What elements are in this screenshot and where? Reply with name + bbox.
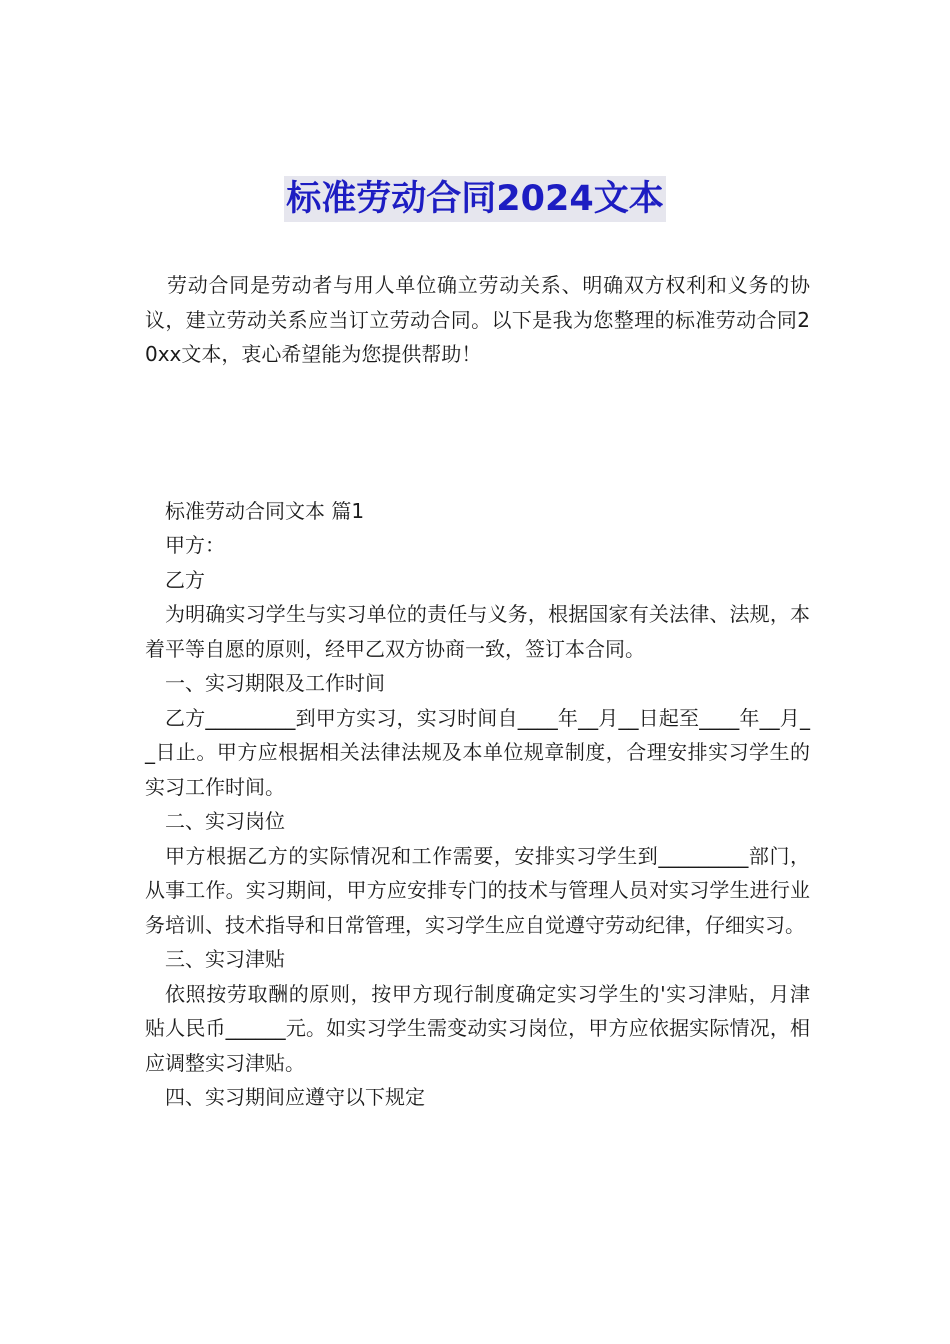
intro-paragraph: 劳动合同是劳动者与用人单位确立劳动关系、明确双方权利和义务的协议，建立劳动关系应当订立劳动合同。以下是我为您整理的标准劳动合同20xx文本，衷心希望能为您提供帮助！ [145, 273, 810, 366]
document-body [145, 268, 810, 1115]
clause-3-body: 依照按劳取酬的原则，按甲方现行制度确定实习学生的'实习津贴，月津贴人民币______元。如实习学生需变动实习岗位，甲方应依据实际情况，相应调整实习津贴。 [145, 981, 810, 1075]
clause-2-body: 甲方根据乙方的实际情况和工作需要，安排实习学生到_________部门，从事工作。实习期间，甲方应安排专门的技术与管理人员对实习学生进行业务培训、技术指导和日常管理，实习学生应自觉遵守劳动纪律，仔细实习。 [145, 843, 810, 937]
clause-1-body: 乙方_________到甲方实习，实习时间自____年__月__日起至____年__月__日止。甲方应根据相关法律法规及本单位规章制度，合理安排实习学生的实习工作时间。 [145, 705, 810, 799]
section-heading: 标准劳动合同文本 篇1 [165, 498, 365, 523]
clause-4-heading: 四、实习期间应遵守以下规定 [165, 1085, 425, 1109]
document-title: 标准劳动合同2024文本 [284, 176, 665, 222]
preamble-paragraph: 为明确实习学生与实习单位的责任与义务，根据国家有关法律、法规，本着平等自愿的原则，经甲乙双方协商一致，签订本合同。 [145, 602, 810, 661]
clause-1-heading: 一、实习期限及工作时间 [165, 671, 385, 695]
clause-2-heading: 二、实习岗位 [165, 809, 285, 833]
title-wrapper [0, 176, 950, 222]
clause-3-heading: 三、实习津贴 [165, 947, 285, 971]
section-spacer [145, 372, 810, 494]
party-b-line: 乙方 [165, 567, 205, 592]
party-a-line: 甲方： [165, 533, 225, 557]
